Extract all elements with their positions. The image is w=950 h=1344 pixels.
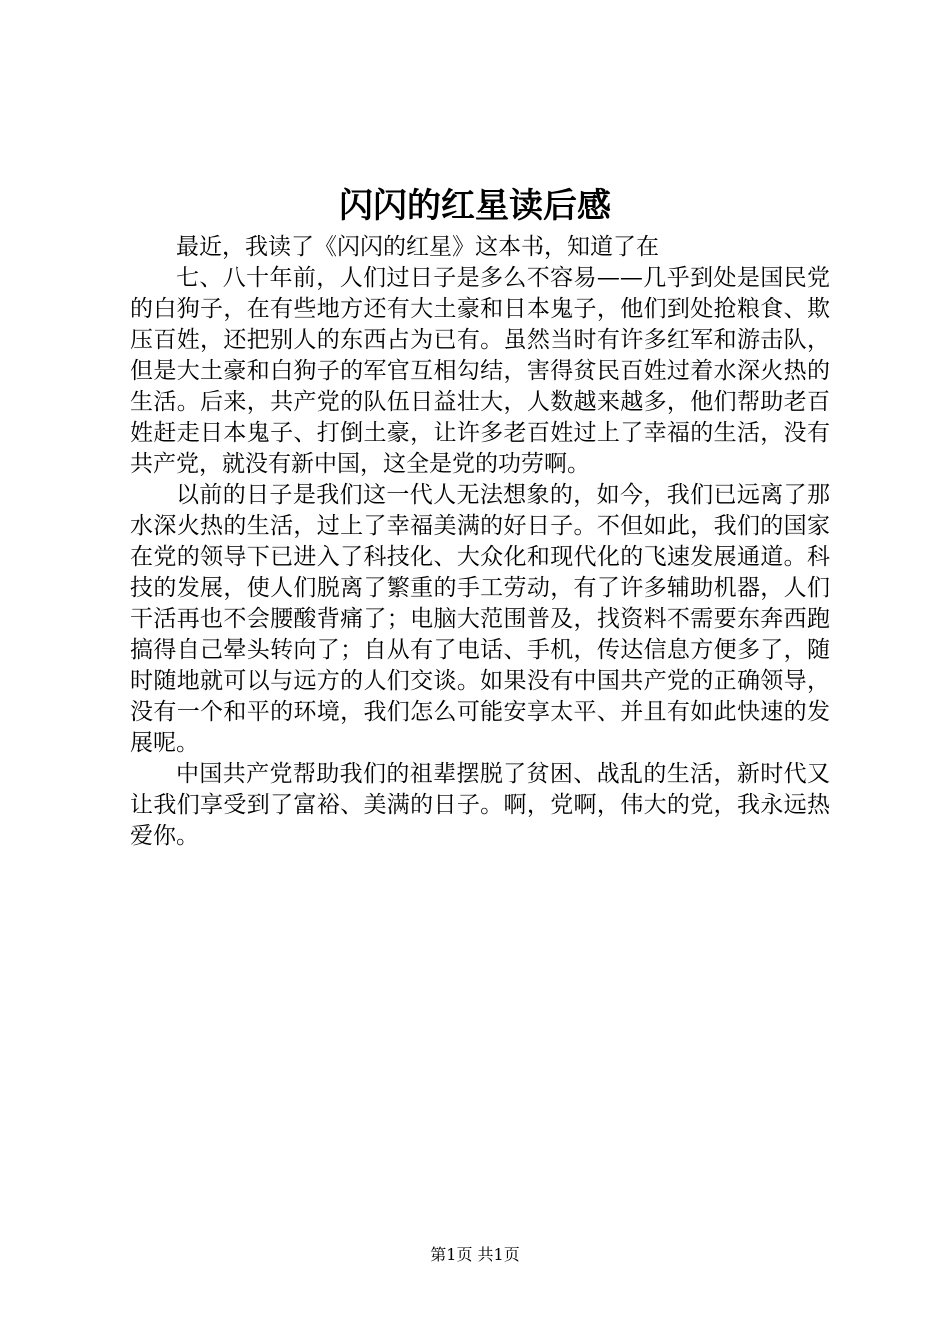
paragraph-3: 以前的日子是我们这一代人无法想象的，如今，我们已远离了那水深火热的生活，过上了幸福美满的好日子。不但如此，我们的国家在党的领导下已进入了科技化、大众化和现代化的飞速发展通道。科技的发展，使人们脱离了繁重的手工劳动，有了许多辅助机器，人们干活再也不会腰酸背痛了；电脑大范围普及，找资料不需要东奔西跑搞得自己晕头转向了；自从有了电话、手机，传达信息方便多了，随时随地就可以与远方的人们交谈。如果没有中国共产党的正确领导，没有一个和平的环境，我们怎么可能安享太平、并且有如此快速的发展呢。 xyxy=(130,482,830,756)
paragraph-4: 中国共产党帮助我们的祖辈摆脱了贫困、战乱的生活，新时代又让我们享受到了富裕、美满的日子。啊，党啊，伟大的党，我永远热爱你。 xyxy=(130,761,830,849)
paragraph-2: 七、八十年前，人们过日子是多么不容易——几乎到处是国民党的白狗子，在有些地方还有大土豪和日本鬼子，他们到处抢粮食、欺压百姓，还把别人的东西占为已有。虽然当时有许多红军和游击队，但是大土豪和白狗子的军官互相勾结，害得贫民百姓过着水深火热的生活。后来，共产党的队伍日益壮大，人数越来越多，他们帮助老百姓赶走日本鬼子、打倒土豪，让许多老百姓过上了幸福的生活，没有共产党，就没有新中国，这全是党的功劳啊。 xyxy=(130,265,830,477)
document-body xyxy=(130,232,830,852)
paragraph-1: 最近，我读了《闪闪的红星》这本书，知道了在 xyxy=(176,234,659,260)
page-title: 闪闪的红星读后感 xyxy=(339,186,611,226)
page-footer: 第1页 共1页 xyxy=(430,1245,520,1264)
